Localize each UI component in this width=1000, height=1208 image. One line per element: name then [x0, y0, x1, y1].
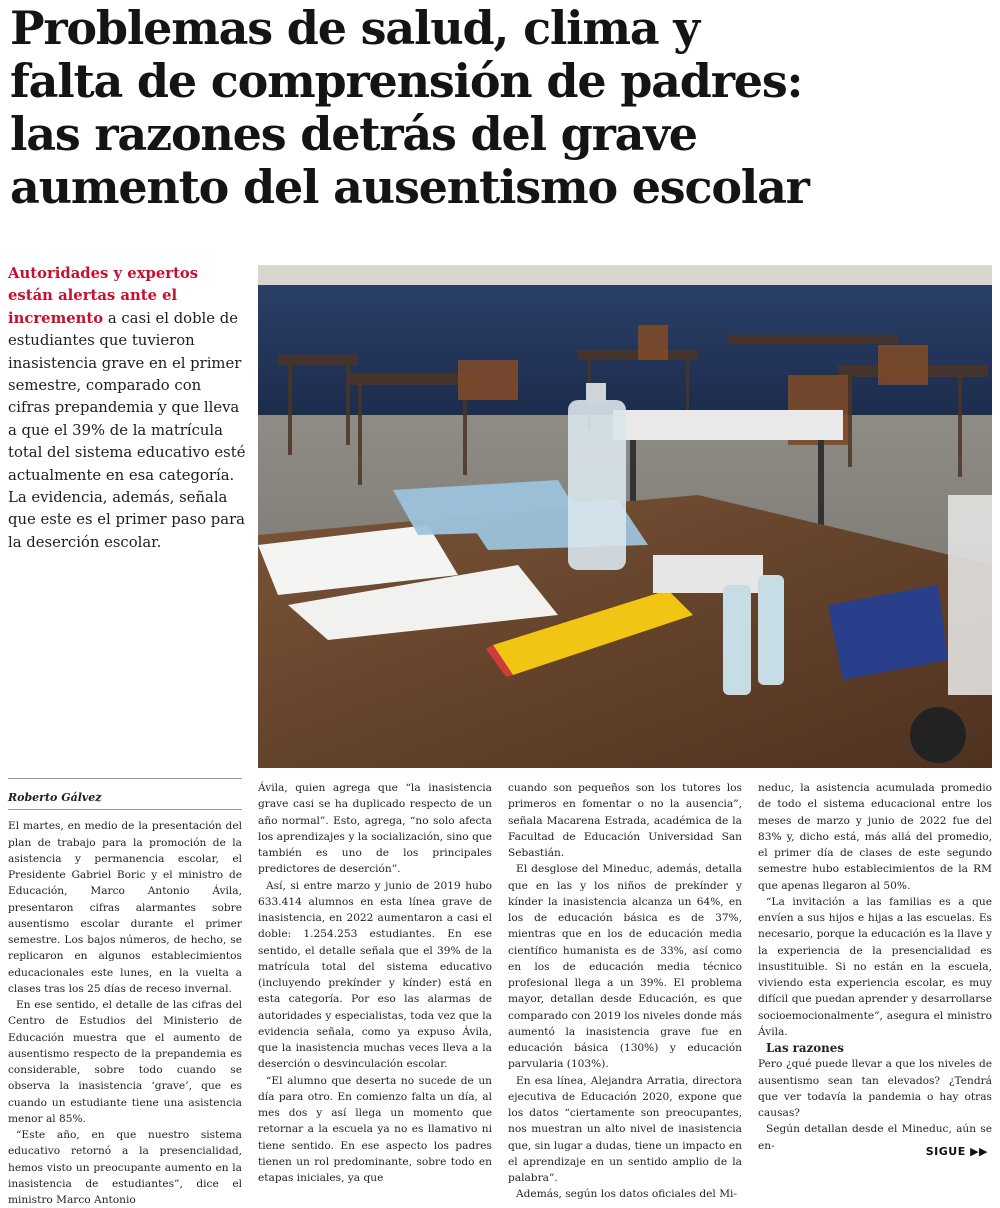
text-column-1 [8, 778, 242, 1208]
paragraph: “La invitación a las familias es a que envíen a sus hijos e hijas a las escuelas. Es necesario, porque la educación es la llave y la experiencia de la presencialidad es insustituible. Si no están en la escuela, viviendo esta experiencia escolar, es muy difícil que puedan aprender y desarrollarse socioemocionalmente”, asegura el ministro Ávila. [758, 895, 993, 1038]
paragraph: “El alumno que deserta no sucede de un día para otro. En comienzo falta un día, al mes dos y así llega un momento que retornar a la escuela ya no es llamativo ni tiene sentido. En ese aspecto los padres tienen un rol predominante, sobre todo en etapas iniciales, ya que [258, 1074, 492, 1184]
byline: Roberto Gálvez [8, 778, 242, 810]
paragraph: En ese sentido, el detalle de las cifras del Centro de Estudios del Ministerio de Educación muestra que el aumento de ausentismo respecto de la prepandemia es considerable, sobre todo cuando se observa la inasistencia ‘grave’, que es cuando un estudiante tiene una asistencia menor al 85%. [8, 999, 242, 1125]
paragraph: “Este año, en que nuestro sistema educativo retornó a la presencialidad, hemos visto un preocupante aumento en la inasistencia de estudiantes”, dice el ministro Marco Antonio [8, 1129, 242, 1206]
paragraph: cuando son pequeños son los tutores los primeros en fomentar o no la ausencia”, señala Macarena Estrada, académica de la Facultad de Educación Universidad San Sebastián. [508, 782, 742, 859]
paragraph: El desglose del Mineduc, además, detalla que en las y los niños de prekínder y kínder la inasistencia alcanza un 64%, en los de educación básica es de 37%, mientras que en los de educación media científico humanista es de 33%, así como en los de educación media técnico profesional llega a un 39%. El problema mayor, detallan desde Educación, es que comparado con 2019 los niveles donde más aumentó la inasistencia grave fue en educación básica (130%) y educación parvularia (103%). [508, 863, 742, 1071]
headline-line: Problemas de salud, clima y [10, 1, 699, 55]
text-column-3 [508, 780, 742, 1203]
text-column-2 [258, 780, 492, 1186]
headline [10, 2, 990, 214]
continue-marker: SIGUE ▶▶ [925, 1145, 988, 1158]
paragraph: Pero ¿qué puede llevar a que los niveles de ausentismo sean tan elevados? ¿Tendrá que ver todavía la pandemia o hay otras causas? [758, 1058, 992, 1119]
paragraph: El martes, en medio de la presentación del plan de trabajo para la promoción de la asistencia y permanencia escolar, el Presidente Gabriel Boric y el ministro de Educación, Marco Antonio Ávila, presentaron cifras alarmantes sobre ausentismo escolar durante el primer semestre. Los bajos números, de hecho, se replicaron en algunos establecimientos educacionales este lunes, en la vuelta a clases tras los 25 días de receso invernal. [8, 820, 242, 995]
text-column-4 [758, 780, 992, 1154]
lead-text: a casi el doble de estudiantes que tuvieron inasistencia grave en el primer semestre, comparado con cifras prepandemia y que lleva a que el 39% de la matrícula total del sistema educativo esté actualmente en esa categoría. La evidencia, además, señala que este es el primer paso para la deserción escolar. [8, 309, 246, 551]
lead-highlight: Autoridades y expertos están alertas ante el incremento [8, 265, 199, 327]
paragraph: Además, según los datos oficiales del Mi- [516, 1188, 738, 1201]
paragraph: Así, si entre marzo y junio de 2019 hubo 633.414 alumnos en esta línea grave de inasistencia, en 2022 aumentaron a casi el doble: 1.254.253 estudiantes. En ese sentido, el detalle señala que el 39% de la matrícula total del sistema educativo (incluyendo prekínder y kínder) está en esta categoría. Por eso las alarmas de autoridades y especialistas, toda vez que la evidencia señala, como ya expuso Ávila, que la inasistencia muchas veces lleva a la deserción o desvinculación escolar. [258, 879, 492, 1071]
paragraph: Ávila, quien agrega que “la inasistencia grave casi se ha duplicado respecto de un año normal”. Esto, agrega, “no solo afecta los aprendizajes y la socialización, sino que también es uno de los principales predictores de deserción”. [258, 782, 492, 876]
section-subhead: Las razones [766, 1041, 844, 1055]
headline-line: falta de comprensión de padres: [10, 54, 803, 108]
classroom-photo [258, 265, 992, 768]
headline-line: las razones detrás del grave [10, 107, 697, 161]
lead-paragraph [8, 263, 246, 554]
paragraph: En esa línea, Alejandra Arratia, directora ejecutiva de Educación 2020, expone que los datos “ciertamente son preocupantes, nos muestran un alto nivel de inasistencia que, sin lugar a dudas, tiene un impacto en el aprendizaje en un sentido amplio de la palabra”. [508, 1074, 742, 1184]
paragraph: Según detallan desde el Mineduc, aún se en- [758, 1123, 992, 1152]
headline-line: aumento del ausentismo escolar [10, 160, 809, 214]
paragraph: neduc, la asistencia acumulada promedio de todo el sistema educacional entre los meses de marzo y junio de 2022 fue del 83% y, dicho está, más allá del promedio, el primer día de clases de este segundo semestre hubo establecimientos de la RM que apenas llegaron al 50%. [758, 782, 992, 892]
